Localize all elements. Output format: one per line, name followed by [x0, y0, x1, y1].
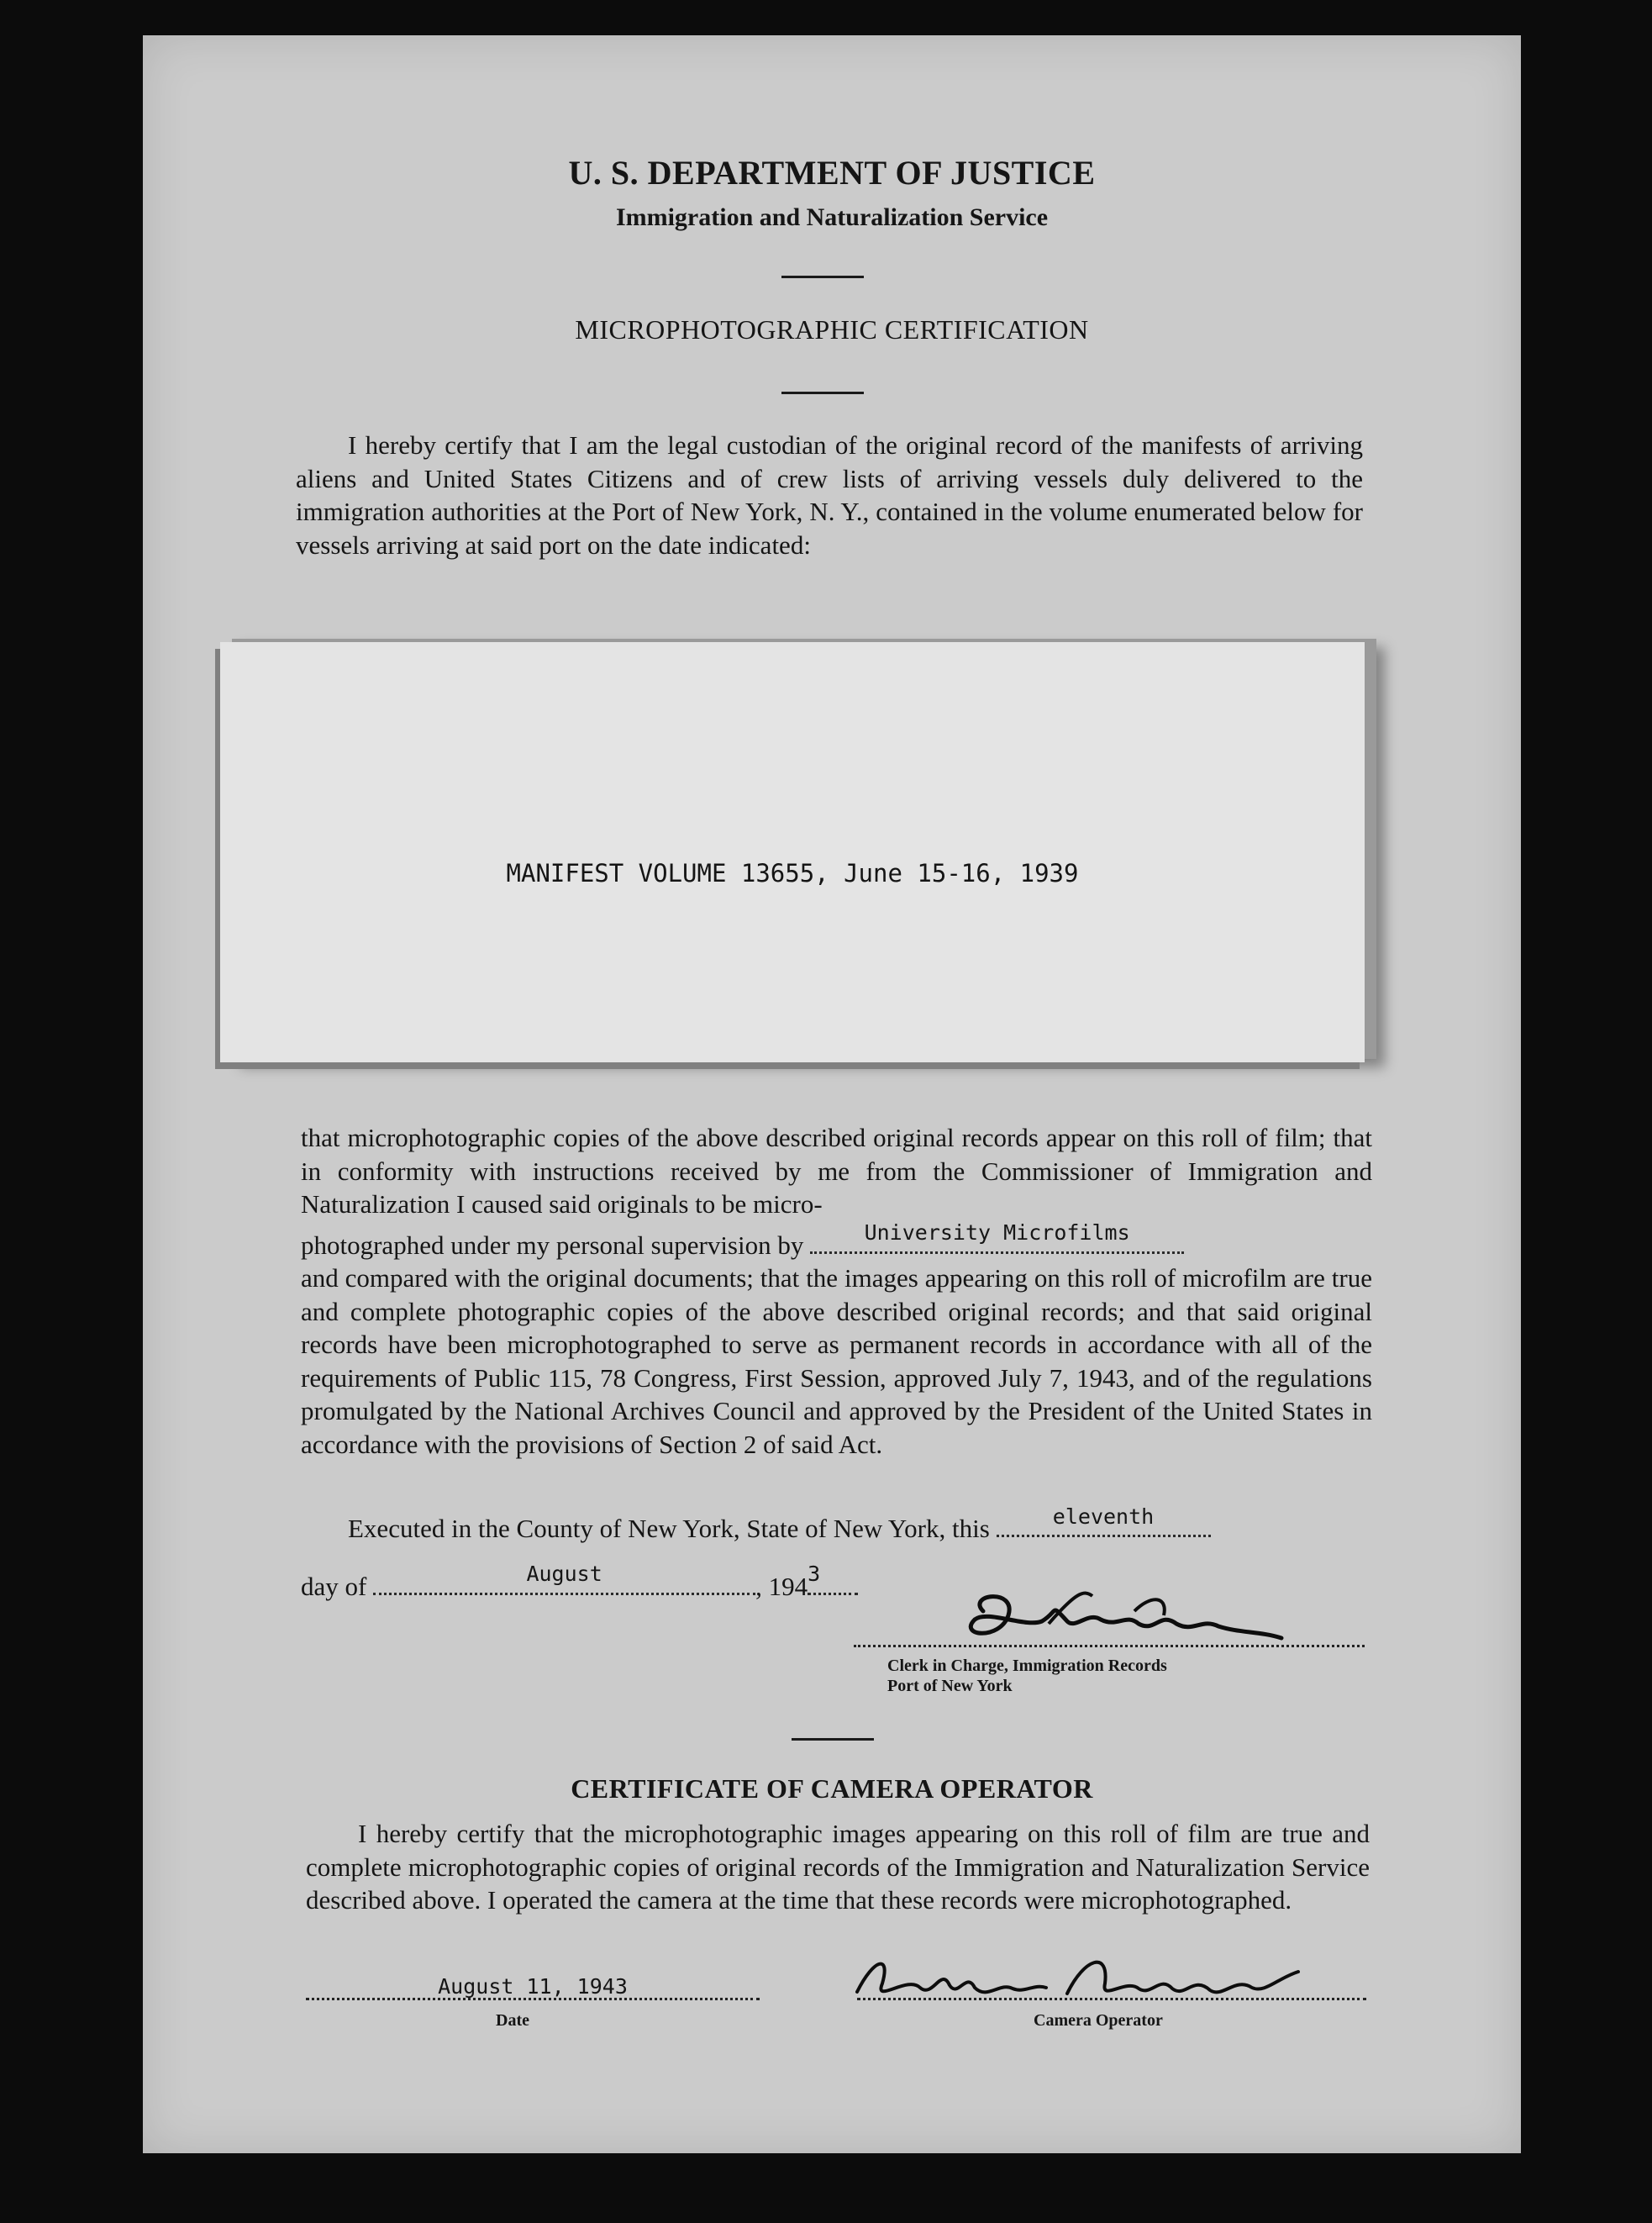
manifest-slip [220, 642, 1365, 1062]
title-divider [781, 392, 864, 394]
clerk-title [887, 1656, 1167, 1696]
section-divider [792, 1738, 874, 1741]
camera-operator-label: Camera Operator [1034, 2011, 1163, 2030]
camera-operator-text: I hereby certify that the microphotographic images appearing on this roll of film are true and complete microphotographic copies of original records of the Immigration and Naturalization Service described above. I operated the camera at the time that these records were microphotographed. [306, 1819, 1370, 1915]
manifest-volume-text: MANIFEST VOLUME 13655, June 15-16, 1939 [506, 859, 1079, 888]
clerk-signature-line [854, 1645, 1365, 1647]
date-value: August 11, 1943 [438, 1974, 628, 1999]
executed-day-value: eleventh [1052, 1504, 1155, 1529]
body-paragraph [301, 1121, 1372, 1461]
clerk-title-line1: Clerk in Charge, Immigration Records [887, 1657, 1167, 1675]
executed-label: Executed in the County of New York, State of New York, this [348, 1514, 990, 1543]
photographed-by-line [301, 1220, 1372, 1262]
year-prefix: , 194 [755, 1571, 808, 1601]
photographed-by-label: photographed under my personal supervision by [301, 1230, 804, 1260]
photographed-by-field [810, 1220, 1184, 1254]
intro-text: I hereby certify that I am the legal custodian of the original record of the manifests of arriving aliens and United States Citizens and of crew lists of arriving vessels duly delivered to the immigration authorities at the Port of New York, N. Y., contained in the volume enumerated below for vessels arriving at said port on the date indicated: [296, 430, 1363, 560]
header-divider [781, 276, 864, 278]
day-of-label: day of [301, 1571, 367, 1601]
body-text-part1: that microphotographic copies of the above described original records appear on this roll of film; that in conformity with instructions received by me from the Commissioner of Immigration and Naturalization I caused said originals to be micro- [301, 1123, 1372, 1219]
executed-line [301, 1504, 1372, 1546]
photographed-by-value: University Microfilms [864, 1220, 1130, 1245]
certification-title: MICROPHOTOGRAPHIC CERTIFICATION [575, 314, 1089, 345]
camera-operator-line [857, 1998, 1366, 2000]
intro-paragraph [296, 429, 1363, 561]
clerk-title-line2: Port of New York [887, 1677, 1013, 1695]
camera-operator-cert-title: CERTIFICATE OF CAMERA OPERATOR [571, 1773, 1093, 1804]
month-field [373, 1562, 755, 1595]
camera-operator-signature [840, 1941, 1311, 2012]
service-heading: Immigration and Naturalization Service [615, 203, 1049, 231]
executed-day-field [997, 1504, 1211, 1537]
body-text-part2: and compared with the original documents; that the images appearing on this roll of microfilm are true and complete photographic copies of the above described original records; and that said original records have been microphotographed to serve as permanent records in accordance with all of the requirements of Public 115, 78 Congress, First Session, approved July 7, 1943, and of the regulations promulgated by the National Archives Council and approved by the President of the United States in accordance with the provisions of Section 2 of said Act. [301, 1263, 1372, 1459]
certificate-sheet [143, 35, 1521, 2153]
month-value: August [526, 1562, 602, 1586]
year-digit: 3 [808, 1562, 821, 1586]
department-heading: U. S. DEPARTMENT OF JUSTICE [568, 154, 1096, 192]
year-field [808, 1562, 858, 1595]
camera-operator-paragraph [306, 1817, 1370, 1917]
date-label: Date [496, 2011, 529, 2030]
